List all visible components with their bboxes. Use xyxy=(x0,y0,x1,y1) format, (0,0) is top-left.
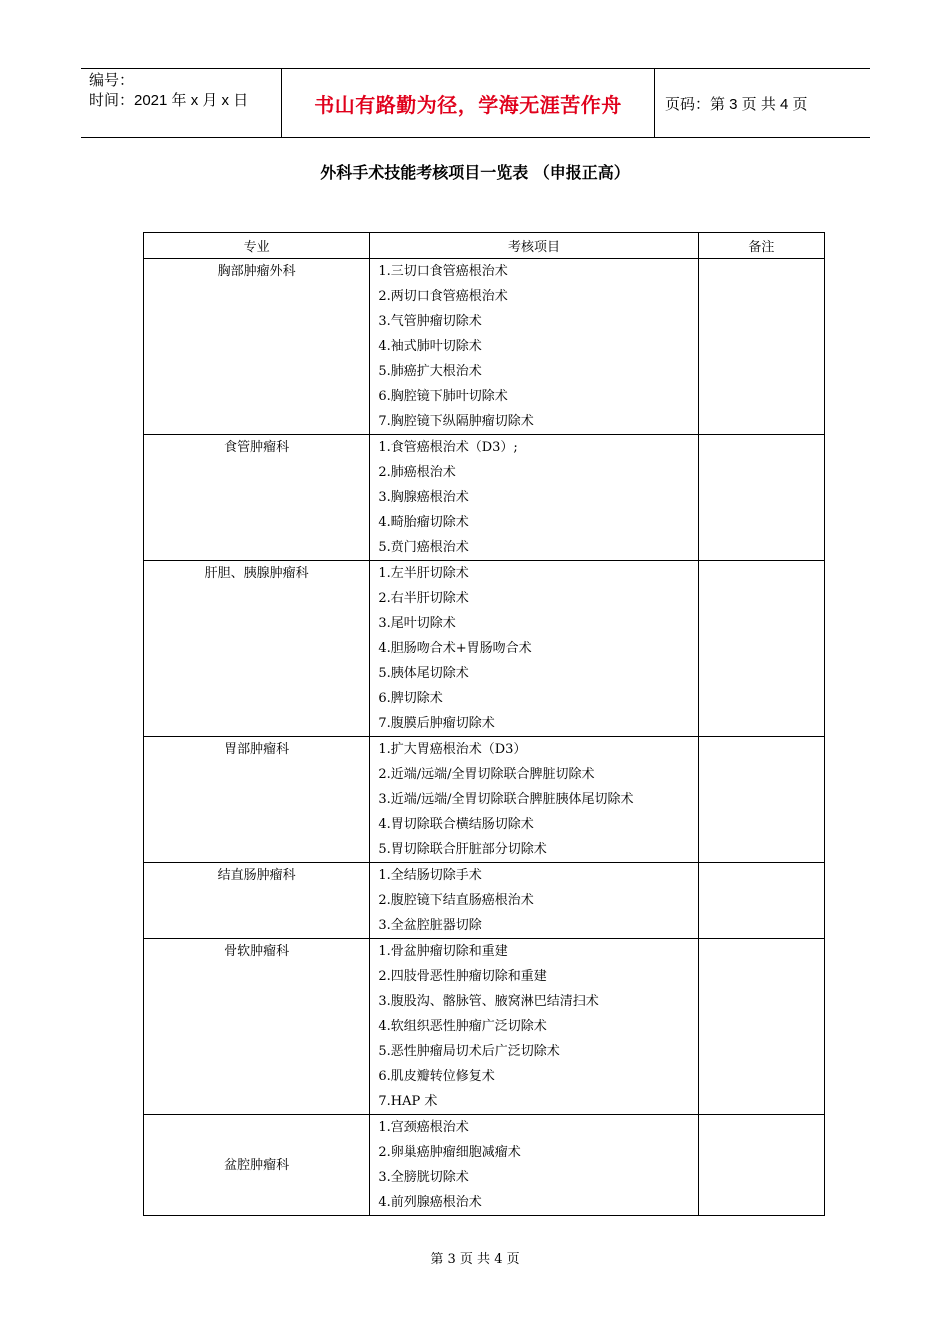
items-cell xyxy=(370,863,698,939)
table-row xyxy=(144,1115,825,1216)
specialty-cell xyxy=(144,435,370,561)
list-item: 5.胃切除联合肝脏部分切除术 xyxy=(378,842,547,857)
motto-text: 书山有路勤为径，学海无涯苦作舟 xyxy=(314,92,622,117)
items-cell xyxy=(370,259,698,435)
time-label: 时间：2021 年 x 月 x 日 xyxy=(89,92,249,109)
table-row xyxy=(144,939,825,1115)
specialty-cell xyxy=(144,561,370,737)
document-title: 外科手术技能考核项目一览表 （申报正高） xyxy=(320,163,630,182)
table-row xyxy=(144,737,825,863)
specialty-cell xyxy=(144,737,370,863)
list-item: 6.脾切除术 xyxy=(378,691,443,706)
list-item: 1.三切口食管癌根治术 xyxy=(378,264,508,279)
list-item: 5.肺癌扩大根治术 xyxy=(378,364,482,379)
remarks-cell xyxy=(698,561,824,737)
specialty-label: 食管肿瘤科 xyxy=(224,440,290,455)
list-item: 1.扩大胃癌根治术（D3） xyxy=(378,742,527,757)
list-item: 4.胆肠吻合术+胃肠吻合术 xyxy=(378,641,532,656)
specialty-cell xyxy=(144,1115,370,1216)
list-item: 7.HAP 术 xyxy=(378,1094,438,1109)
specialty-cell xyxy=(144,939,370,1115)
remarks-cell xyxy=(698,863,824,939)
header-meta xyxy=(81,69,282,137)
page-footer: 第 3 页 共 4 页 xyxy=(430,1252,520,1267)
list-item: 6.胸腔镜下肺叶切除术 xyxy=(378,389,508,404)
specialty-label: 盆腔肿瘤科 xyxy=(224,1157,290,1173)
items-cell xyxy=(370,737,698,863)
list-item: 3.近端/远端/全胃切除联合脾脏胰体尾切除术 xyxy=(378,792,634,807)
list-item: 1.宫颈癌根治术 xyxy=(378,1120,469,1135)
list-item: 1.骨盆肿瘤切除和重建 xyxy=(378,944,508,959)
items-cell xyxy=(370,435,698,561)
table-row xyxy=(144,561,825,737)
items-cell xyxy=(370,939,698,1115)
remarks-cell xyxy=(698,737,824,863)
list-item: 3.胸腺癌根治术 xyxy=(378,490,469,505)
header-specialty: 专业 xyxy=(144,233,370,259)
list-item: 4.袖式肺叶切除术 xyxy=(378,339,482,354)
specialty-label: 胃部肿瘤科 xyxy=(224,742,290,757)
remarks-cell xyxy=(698,259,824,435)
list-item: 3.气管肿瘤切除术 xyxy=(378,314,482,329)
page-label: 页码：第 3 页 共 4 页 xyxy=(665,95,808,113)
list-item: 2.肺癌根治术 xyxy=(378,465,456,480)
specialty-label: 肝胆、胰腺肿瘤科 xyxy=(204,566,309,581)
specialty-label: 结直肠肿瘤科 xyxy=(217,868,296,883)
list-item: 1.全结肠切除手术 xyxy=(378,868,482,883)
specialty-cell xyxy=(144,863,370,939)
list-item: 4.胃切除联合横结肠切除术 xyxy=(378,817,534,832)
list-item: 6.肌皮瓣转位修复术 xyxy=(378,1069,495,1084)
items-cell xyxy=(370,1115,698,1216)
list-item: 1.左半肝切除术 xyxy=(378,566,469,581)
remarks-cell xyxy=(698,1115,824,1216)
remarks-cell xyxy=(698,435,824,561)
list-item: 2.右半肝切除术 xyxy=(378,591,469,606)
list-item: 5.贲门癌根治术 xyxy=(378,540,469,555)
list-item: 2.四肢骨恶性肿瘤切除和重建 xyxy=(378,969,547,984)
header-page xyxy=(655,69,870,137)
remarks-cell xyxy=(698,939,824,1115)
list-item: 2.腹腔镜下结直肠癌根治术 xyxy=(378,893,534,908)
table-header-row xyxy=(144,233,825,259)
header-items: 考核项目 xyxy=(370,233,698,259)
table-body xyxy=(144,259,825,1216)
page-header xyxy=(81,68,870,138)
list-item: 2.两切口食管癌根治术 xyxy=(378,289,508,304)
specialty-cell xyxy=(144,259,370,435)
list-item: 3.尾叶切除术 xyxy=(378,616,456,631)
specialty-label: 骨软肿瘤科 xyxy=(224,944,290,959)
list-item: 1.食管癌根治术（D3）; xyxy=(378,440,518,455)
table-row xyxy=(144,259,825,435)
list-item: 5.恶性肿瘤局切术后广泛切除术 xyxy=(378,1044,560,1059)
list-item: 7.腹膜后肿瘤切除术 xyxy=(378,716,495,731)
list-item: 3.腹股沟、髂脉管、腋窝淋巴结清扫术 xyxy=(378,994,599,1009)
list-item: 7.胸腔镜下纵隔肿瘤切除术 xyxy=(378,414,534,429)
code-label: 编号： xyxy=(89,72,135,89)
list-item: 3.全膀胱切除术 xyxy=(378,1170,469,1185)
header-remarks: 备注 xyxy=(698,233,824,259)
list-item: 4.前列腺癌根治术 xyxy=(378,1195,482,1210)
list-item: 4.畸胎瘤切除术 xyxy=(378,515,469,530)
list-item: 2.卵巢癌肿瘤细胞减瘤术 xyxy=(378,1145,521,1160)
exam-items-table xyxy=(143,232,825,1216)
specialty-label: 胸部肿瘤外科 xyxy=(217,264,296,279)
items-cell xyxy=(370,561,698,737)
table-row xyxy=(144,435,825,561)
list-item: 2.近端/远端/全胃切除联合脾脏切除术 xyxy=(378,767,595,782)
header-motto xyxy=(282,69,655,137)
table-row xyxy=(144,863,825,939)
list-item: 3.全盆腔脏器切除 xyxy=(378,918,482,933)
list-item: 5.胰体尾切除术 xyxy=(378,666,469,681)
list-item: 4.软组织恶性肿瘤广泛切除术 xyxy=(378,1019,547,1034)
